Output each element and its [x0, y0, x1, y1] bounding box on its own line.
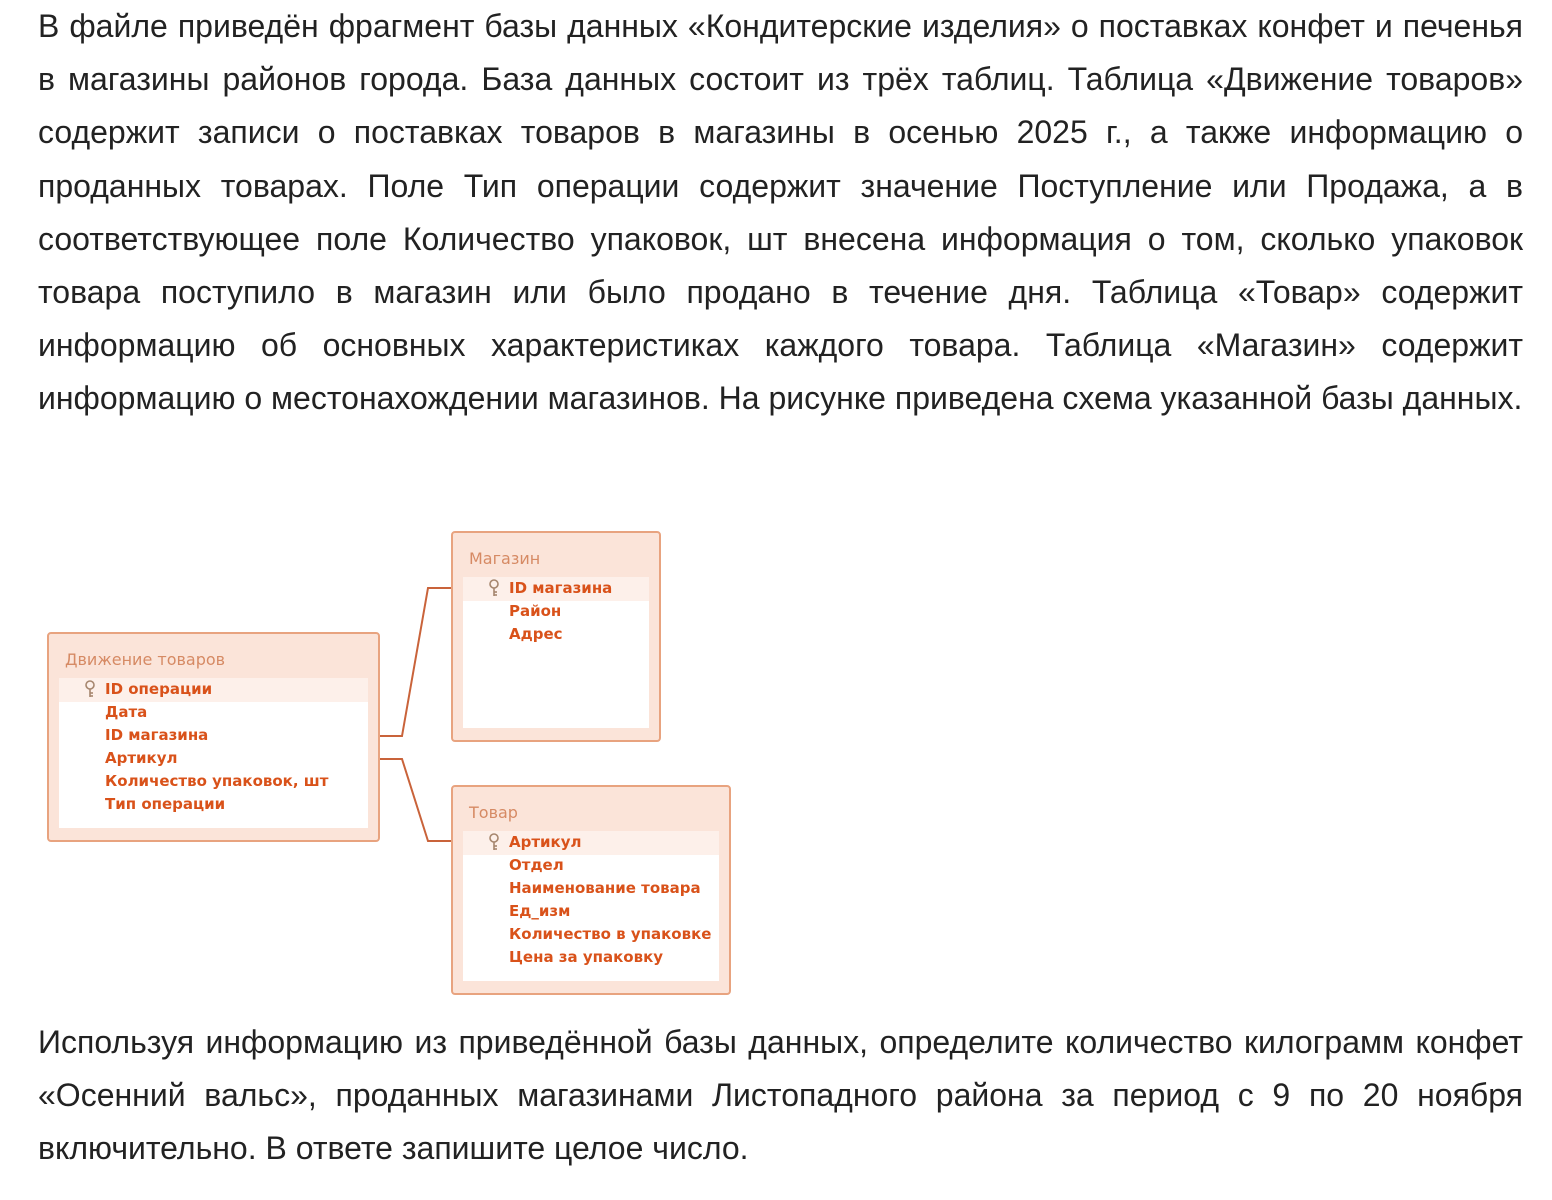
intro-paragraph: В файле приведён фрагмент базы данных «Кондитерские изделия» о поставках конфет и печенья в магазины районов города. База данных состоит из трёх таблиц. Таблица «Движение товаров» содержит записи о поставках товаров в магазины в осенью 2025 г., а также информацию о проданных товарах. Поле Тип операции содержит значение Поступление или Продажа, а в соответствующее поле Количество упаковок, шт внесена информация о том, сколько упаковок товара поступило в магазин или было продано в течение дня. Таблица «Товар» содержит информацию об основных характеристиках каждого товара. Таблица «Магазин» содержит информацию о местонахождении магазинов. На рисунке приведена схема указанной базы данных.: [38, 8, 1523, 417]
field-article: Артикул: [509, 833, 582, 851]
field-unit: Ед_изм: [509, 902, 571, 920]
table-shop-title: Магазин: [469, 549, 541, 568]
field-id-shop: ID магазина: [509, 579, 613, 597]
table-product: [451, 785, 731, 995]
table-movement-title: Движение товаров: [65, 650, 226, 669]
table-product-fields: [463, 831, 719, 981]
field-date: Дата: [105, 703, 148, 721]
link-movement-product: [380, 759, 454, 841]
field-article: Артикул: [105, 749, 178, 767]
table-shop: [451, 531, 661, 742]
field-id-operation: ID операции: [105, 680, 213, 698]
field-district: Район: [509, 602, 562, 620]
table-shop-fields: [463, 577, 649, 728]
field-price-per-package: Цена за упаковку: [509, 948, 664, 966]
field-address: Адрес: [509, 625, 563, 643]
key-icon: [487, 579, 501, 597]
field-quantity-in-package: Количество в упаковке: [509, 925, 712, 943]
database-schema-diagram: [0, 500, 760, 1010]
table-movement-fields: [59, 678, 368, 828]
link-movement-shop: [380, 588, 454, 736]
field-product-name: Наименование товара: [509, 879, 701, 897]
field-operation-type: Тип операции: [105, 795, 226, 813]
key-icon: [83, 680, 97, 698]
key-icon: [487, 833, 501, 851]
table-product-title: Товар: [469, 803, 518, 822]
field-id-shop: ID магазина: [105, 726, 209, 744]
table-movement: [47, 632, 380, 842]
field-department: Отдел: [509, 856, 564, 874]
primary-key-row: [463, 831, 719, 855]
question-paragraph: Используя информацию из приведённой базы данных, определите количество килограмм конфет «Осенний вальс», проданных магазинами Листопадного района за период с 9 по 20 ноября включительно. В ответе запишите целое число.: [38, 1024, 1523, 1167]
field-package-count: Количество упаковок, шт: [105, 772, 329, 790]
